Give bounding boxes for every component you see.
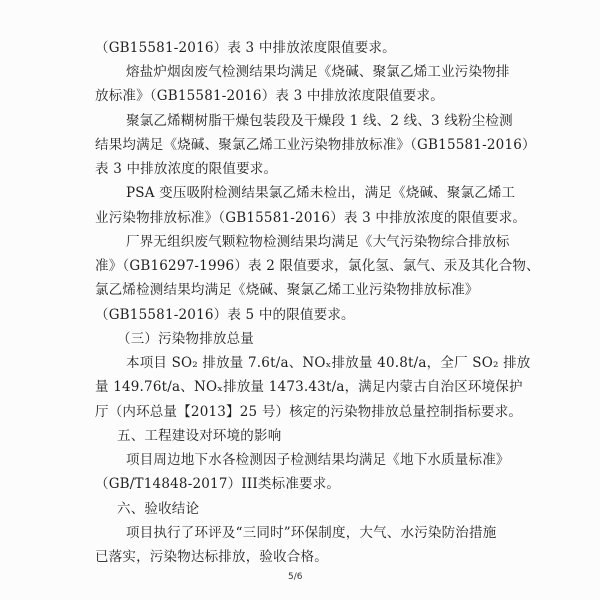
text-line: 氯乙烯检测结果均满足《烧碱、聚氯乙烯工业污染物排放标准》 [95, 282, 479, 298]
text-line: （GB15581-2016）表 5 中的限值要求。 [95, 307, 355, 323]
text-line: 熔盐炉烟囱废气检测结果均满足《烧碱、聚氯乙烯工业污染物排 [126, 64, 510, 80]
text-line: 结果均满足《烧碱、聚氯乙烯工业污染物排放标准》（GB15581-2016） [95, 137, 536, 153]
text-line: 厂界无组织废气颗粒物检测结果均满足《大气污染物综合排放标 [126, 234, 510, 250]
text-line: 项目周边地下水各检测因子检测结果均满足《地下水质量标准》 [126, 452, 510, 468]
text-line: 量 149.76t/a、NOₓ排放量 1473.43t/a，满足内蒙古自治区环境保护 [95, 379, 523, 395]
text-line: （GB/T14848-2017）III类标准要求。 [95, 476, 341, 492]
text-line: 本项目 SO₂ 排放量 7.6t/a、NOₓ排放量 40.8t/a，全厂 SO₂ 排放 [126, 355, 531, 371]
text-line: 准》（GB16297-1996）表 2 限值要求，氯化氢、氯气、汞及其化合物、 [95, 258, 540, 274]
text-line: （GB15581-2016）表 3 中排放浓度限值要求。 [95, 40, 396, 56]
text-line: 已落实，污染物达标排放，验收合格。 [95, 549, 328, 565]
text-line: 放标准》（GB15581-2016）表 3 中排放浓度限值要求。 [95, 88, 444, 104]
text-line: 聚氯乙烯糊树脂干燥包装段及干燥段 1 线、2 线、3 线粉尘检测 [126, 113, 513, 129]
section-heading: 五、工程建设对环境的影响 [117, 428, 282, 444]
text-line: 厅（内环总量【2013】25 号）核定的污染物排放总量控制指标要求。 [95, 404, 523, 420]
text-line: 项目执行了环评及“三同时”环保制度，大气、水污染防治措施 [126, 525, 497, 541]
text-line: 业污染物排放标准》（GB15581-2016）表 3 中排放浓度的限值要求。 [95, 210, 527, 226]
page-number: 5/6 [288, 572, 303, 582]
text-line: PSA 变压吸附检测结果氯乙烯未检出，满足《烧碱、聚氯乙烯工 [126, 185, 516, 201]
section-heading: （三）污染物排放总量 [117, 331, 254, 347]
section-heading: 六、验收结论 [117, 501, 200, 517]
text-line: 表 3 中排放浓度的限值要求。 [95, 161, 278, 177]
